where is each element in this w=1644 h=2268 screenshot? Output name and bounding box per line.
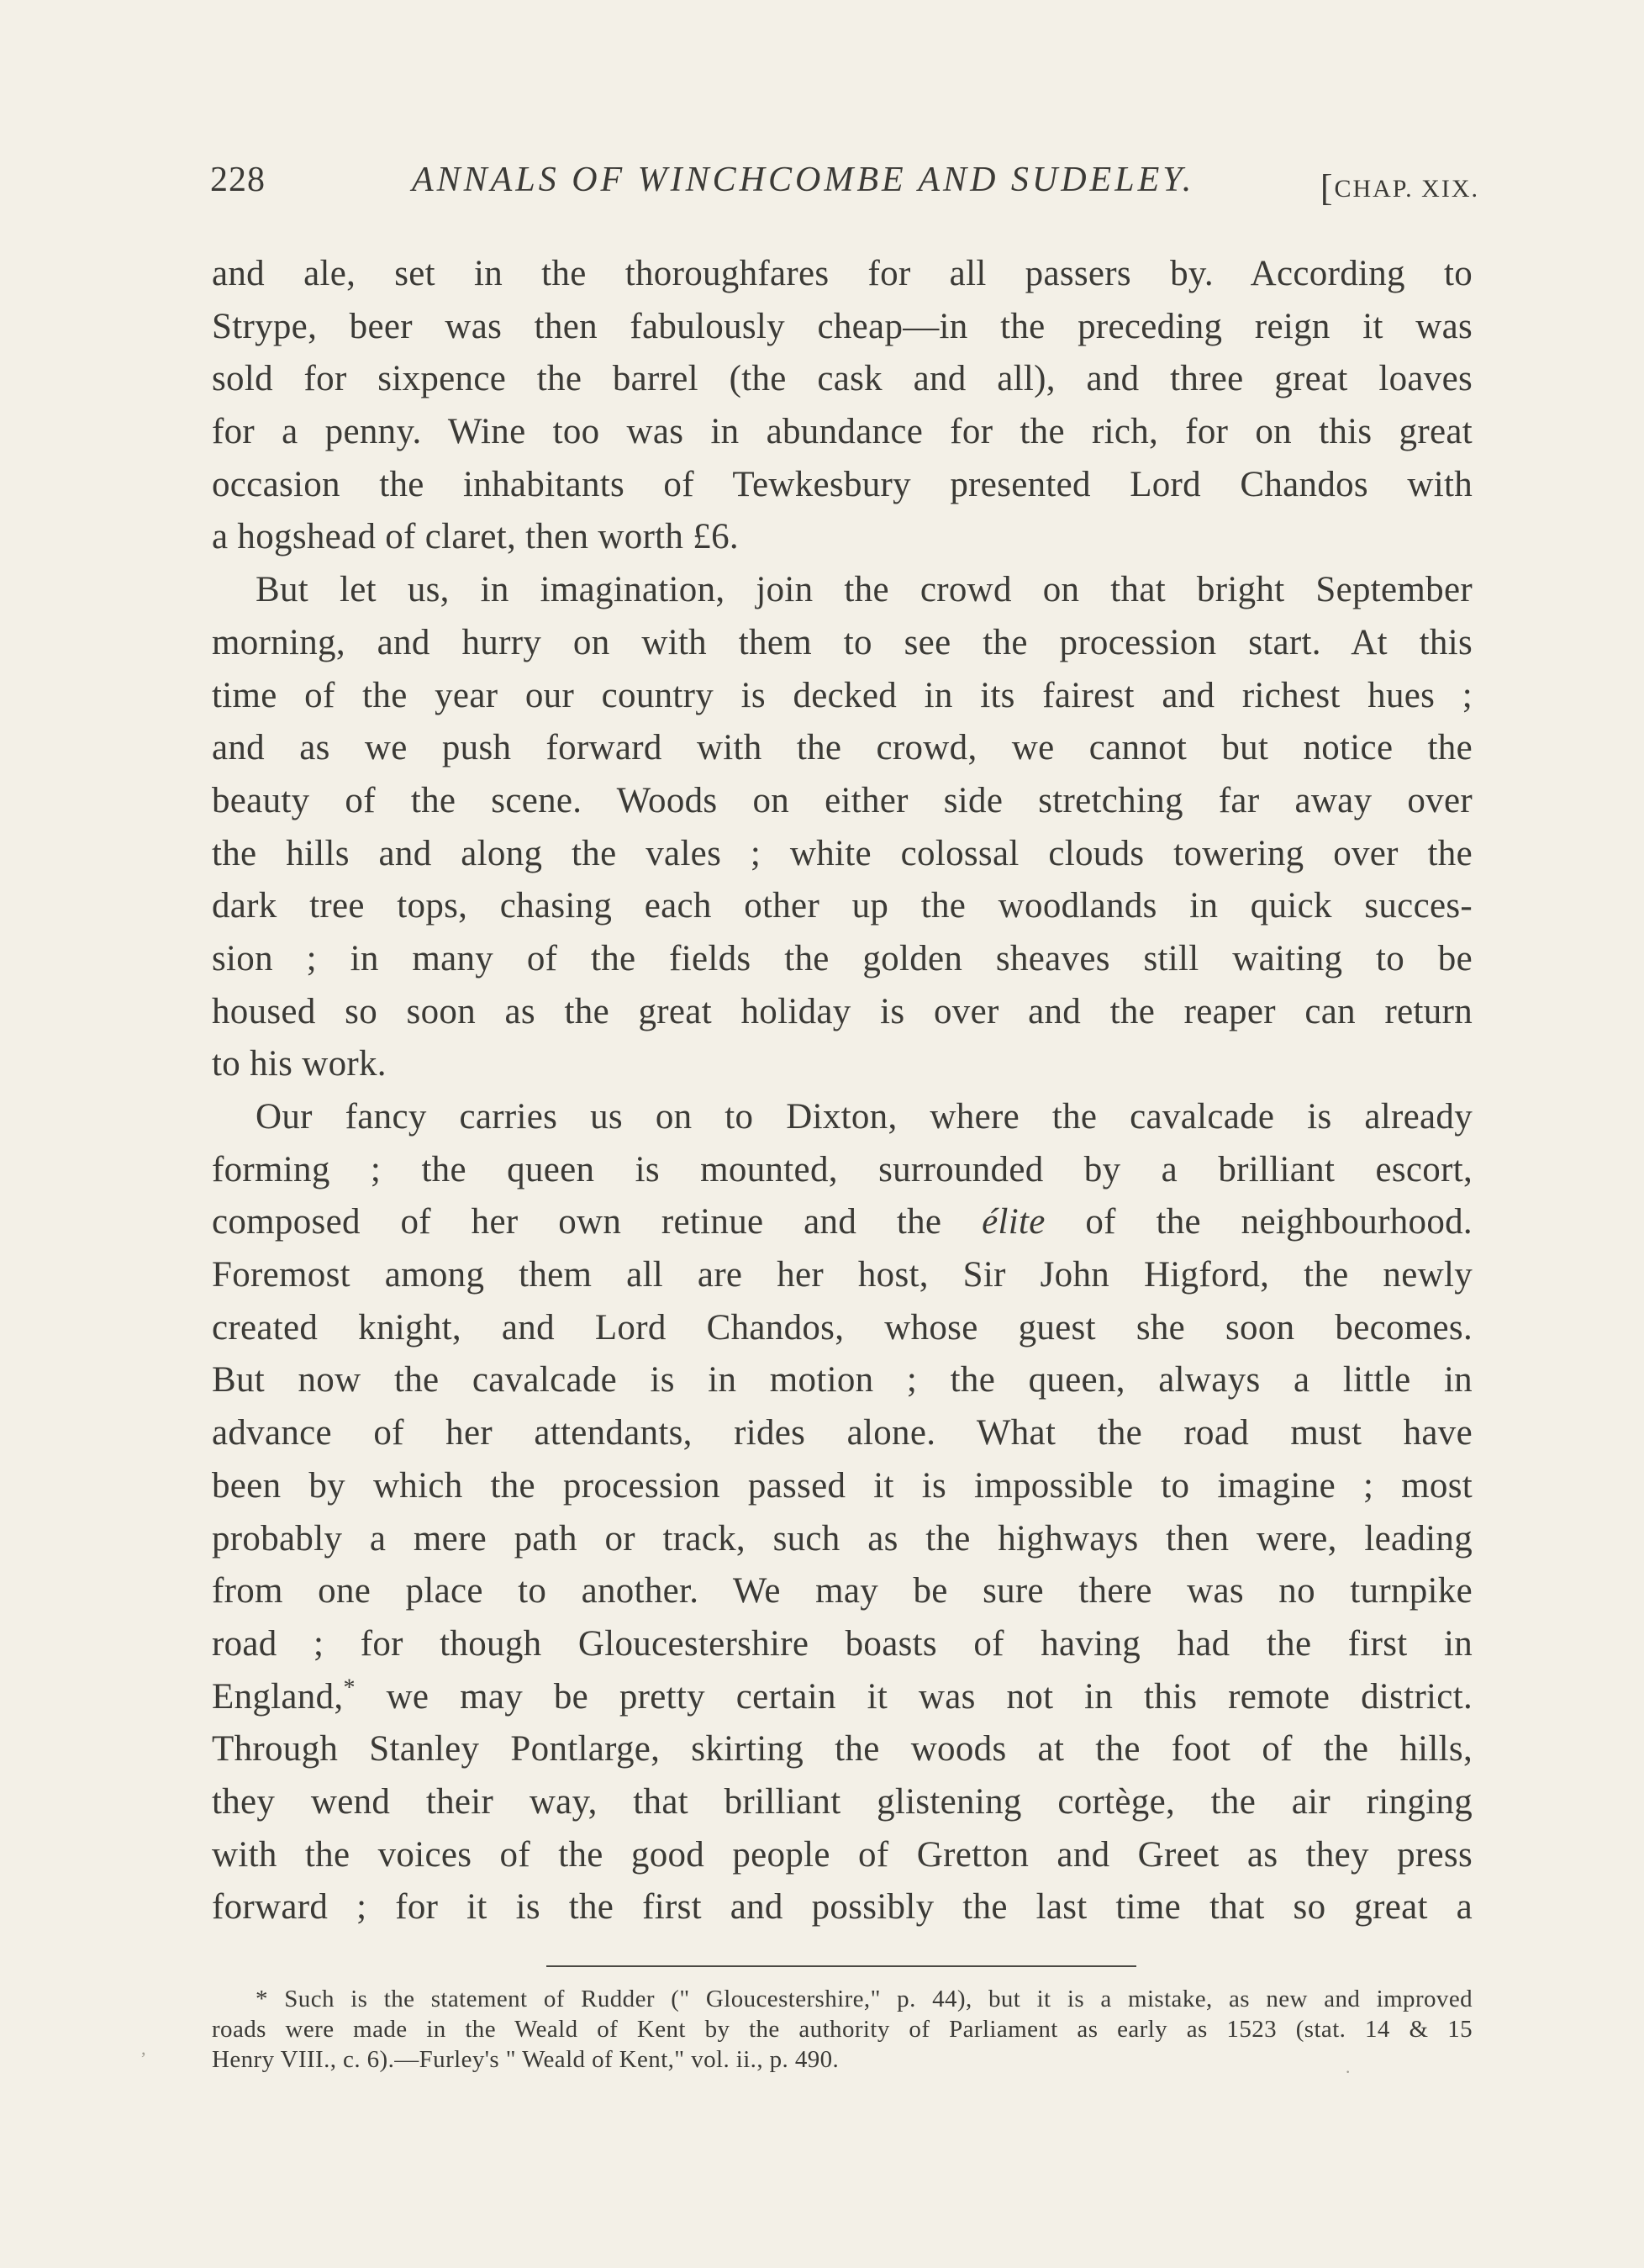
text-line: forward ; for it is the first and possibly the last time that so great a [212,1887,1473,1928]
text-line: But let us, in imagination, join the crowd on that bright September [256,570,1473,610]
footnote [212,1984,1473,2075]
body-text [212,248,1473,1934]
text-segment: England, [212,1676,344,1717]
text-line: beauty of the scene. Woods on either side stretching far away over [212,780,1473,820]
text-segment: composed of her own retinue and the [212,1202,942,1242]
text-line: for a penny. Wine too was in abundance for the rich, for on this great [212,412,1473,452]
margin-speck: , [141,2038,146,2059]
text-line: to his work. [212,1044,387,1084]
text-line: occasion the inhabitants of Tewkesbury presented Lord Chandos with [212,464,1473,504]
text-line: time of the year our country is decked in its fairest and richest hues ; [212,675,1473,715]
text-line: housed so soon as the great holiday is over and the reaper can return [212,991,1473,1031]
text-line: Our fancy carries us on to Dixton, where the cavalcade is already [256,1097,1473,1137]
footnote-line: roads were made in the Weald of Kent by the authority of Parliament as early as 1523 (stat. 14 & 15 [212,2016,1473,2043]
text-line: forming ; the queen is mounted, surrounded by a brilliant escort, [212,1149,1473,1189]
footnote-divider [546,1965,1136,1967]
text-line: Through Stanley Pontlarge, skirting the woods at the foot of the hills, [212,1729,1473,1770]
book-title: ANNALS OF WINCHCOMBE AND SUDELEY. [412,161,1195,199]
running-head [210,160,1479,207]
text-line [212,1196,1473,1249]
text-line: and ale, set in the thoroughfares for all passers by. According to [212,254,1473,293]
footnote-reference: * [343,1675,356,1701]
chapter-reference [1320,160,1479,209]
margin-speck: · [1345,2061,1352,2082]
text-line: they wend their way, that brilliant glistening cortège, the air ringing [212,1781,1473,1822]
text-line: sion ; in many of the fields the golden sheaves still waiting to be [212,938,1473,978]
text-line: and as we push forward with the crowd, we cannot but notice the [212,728,1473,768]
text-line: been by which the procession passed it is impossible to imagine ; most [212,1465,1473,1506]
chapter-label: CHAP. XIX. [1334,175,1479,203]
page-number: 228 [210,161,266,199]
text-line: sold for sixpence the barrel (the cask and all), and three great loaves [212,359,1473,399]
text-line: a hogshead of claret, then worth £6. [212,517,739,557]
text-segment: we may be pretty certain it was not in this remote district. [386,1676,1473,1717]
text-line: advance of her attendants, rides alone. What the road must have [212,1413,1473,1453]
italic-word: élite [982,1202,1046,1242]
text-line: created knight, and Lord Chandos, whose guest she soon becomes. [212,1307,1473,1348]
footnote-line: * Such is the statement of Rudder (" Gloucestershire," p. 44), but it is a mistake, as new and improved [256,1986,1473,2012]
text-line: from one place to another. We may be sure there was no turnpike [212,1571,1473,1611]
text-line [212,1671,1473,1724]
text-segment: of the neighbourhood. [1085,1202,1473,1242]
text-line: probably a mere path or track, such as the highways then were, leading [212,1518,1473,1559]
text-line: with the voices of the good people of Gretton and Greet as they press [212,1834,1473,1875]
chapter-bracket: [ [1320,167,1335,208]
text-line: road ; for though Gloucestershire boasts of having had the first in [212,1623,1473,1664]
text-line: Strype, beer was then fabulously cheap—in the preceding reign it was [212,306,1473,346]
text-line: Foremost among them all are her host, Sir John Higford, the newly [212,1255,1473,1295]
text-line: dark tree tops, chasing each other up the woodlands in quick succes- [212,886,1473,926]
text-line: morning, and hurry on with them to see the procession start. At this [212,622,1473,662]
footnote-line: Henry VIII., c. 6).—Furley's " Weald of Kent," vol. ii., p. 490. [212,2046,840,2073]
text-line: But now the cavalcade is in motion ; the queen, always a little in [212,1360,1473,1400]
text-line: the hills and along the vales ; white colossal clouds towering over the [212,833,1473,873]
